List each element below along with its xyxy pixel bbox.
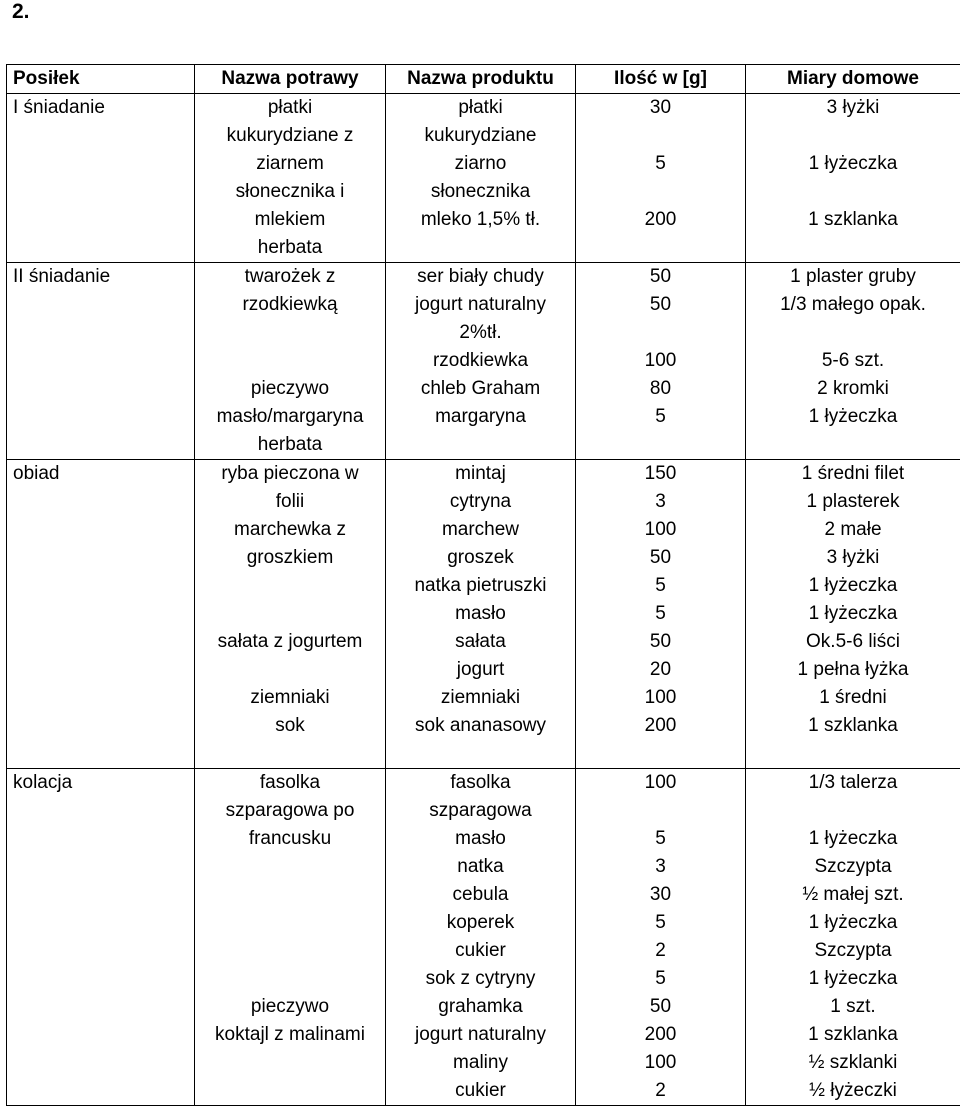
measure-line: 1 plaster gruby [752,263,954,291]
measure-line: 1 łyżeczka [752,600,954,628]
measure-line: 1 łyżeczka [752,909,954,937]
quantity-cell [576,263,746,460]
quantity-line [582,178,739,206]
dish-cell [195,769,386,1106]
measure-line: 5-6 szt. [752,347,954,375]
dish-line: herbata [201,431,379,459]
product-line: słonecznika [392,178,569,206]
quantity-line: 100 [582,516,739,544]
dish-line: sok [201,712,379,740]
quantity-line: 5 [582,965,739,993]
dish-line: słonecznika i [201,178,379,206]
measure-line: 1 szklanka [752,206,954,234]
product-line: cebula [392,881,569,909]
quantity-line: 5 [582,600,739,628]
dish-line: twarożek z [201,263,379,291]
measure-line: 1 łyżeczka [752,403,954,431]
dish-line [201,937,379,965]
quantity-line [582,319,739,347]
product-line: sałata [392,628,569,656]
product-line: grahamka [392,993,569,1021]
measure-line [752,319,954,347]
measure-line: 1 plasterek [752,488,954,516]
quantity-line: 2 [582,1077,739,1105]
product-line: masło [392,600,569,628]
meal-cell [7,263,195,460]
measure-line: 1 szklanka [752,1021,954,1049]
meal-label: kolacja [13,769,188,797]
dish-cell [195,460,386,769]
meal-cell [7,94,195,263]
measure-line [752,122,954,150]
dish-line: pieczywo [201,993,379,1021]
quantity-line: 5 [582,403,739,431]
measure-line: Szczypta [752,937,954,965]
product-line: ziemniaki [392,684,569,712]
quantity-cell [576,94,746,263]
dish-line: ryba pieczona w [201,460,379,488]
table-row [7,94,960,263]
quantity-line [582,122,739,150]
quantity-line: 2 [582,937,739,965]
quantity-line: 200 [582,712,739,740]
product-cell [386,94,576,263]
quantity-line: 100 [582,347,739,375]
product-line: cytryna [392,488,569,516]
dish-cell [195,263,386,460]
measure-line: 1 łyżeczka [752,572,954,600]
product-line: cukier [392,1077,569,1105]
dish-line [201,881,379,909]
product-line: płatki [392,94,569,122]
dish-line [201,572,379,600]
measure-line: 1 średni [752,684,954,712]
measure-line: Szczypta [752,853,954,881]
dish-line: marchewka z [201,516,379,544]
dish-line: groszkiem [201,544,379,572]
measure-line: 3 łyżki [752,544,954,572]
table-row [7,460,960,769]
measure-cell [746,769,960,1106]
quantity-line: 5 [582,909,739,937]
dish-line [201,965,379,993]
meal-plan-table [6,64,960,1106]
product-cell [386,769,576,1106]
dish-line: szparagowa po [201,797,379,825]
header-dish: Nazwa potrawy [195,65,386,94]
dish-line: francusku [201,825,379,853]
measure-line: 1 szklanka [752,712,954,740]
meal-label: obiad [13,460,188,488]
product-line: cukier [392,937,569,965]
measure-line: ½ szklanki [752,1049,954,1077]
dish-line [201,347,379,375]
quantity-line: 50 [582,993,739,1021]
dish-line: pieczywo [201,375,379,403]
quantity-line: 150 [582,460,739,488]
dish-line [201,909,379,937]
meal-label: I śniadanie [13,94,188,122]
quantity-line: 100 [582,1049,739,1077]
quantity-cell [576,460,746,769]
measure-cell [746,460,960,769]
header-measure: Miary domowe [746,65,960,94]
quantity-line: 30 [582,94,739,122]
dish-line: folii [201,488,379,516]
dish-line: herbata [201,234,379,262]
quantity-line: 100 [582,769,739,797]
product-line: chleb Graham [392,375,569,403]
product-cell [386,263,576,460]
product-line: fasolka [392,769,569,797]
product-line: margaryna [392,403,569,431]
dish-line: ziarnem [201,150,379,178]
measure-line: Ok.5-6 liści [752,628,954,656]
meal-cell [7,460,195,769]
quantity-line: 50 [582,291,739,319]
product-line: sok z cytryny [392,965,569,993]
product-line: masło [392,825,569,853]
dish-line: rzodkiewką [201,291,379,319]
measure-line: ½ łyżeczki [752,1077,954,1105]
quantity-line: 30 [582,881,739,909]
measure-line: 1 szt. [752,993,954,1021]
header-quantity: Ilość w [g] [576,65,746,94]
product-line: rzodkiewka [392,347,569,375]
product-line: natka [392,853,569,881]
quantity-line: 80 [582,375,739,403]
measure-line: 1 średni filet [752,460,954,488]
measure-line: 2 małe [752,516,954,544]
measure-line [752,178,954,206]
measure-line [752,797,954,825]
measure-line: 1 łyżeczka [752,150,954,178]
product-line: szparagowa [392,797,569,825]
dish-cell [195,94,386,263]
quantity-line: 5 [582,572,739,600]
quantity-line: 50 [582,628,739,656]
meal-cell [7,769,195,1106]
dish-line: mlekiem [201,206,379,234]
product-line: koperek [392,909,569,937]
product-line: groszek [392,544,569,572]
measure-line: 2 kromki [752,375,954,403]
product-line: jogurt naturalny [392,1021,569,1049]
product-line: kukurydziane [392,122,569,150]
quantity-line: 100 [582,684,739,712]
measure-cell [746,94,960,263]
header-product: Nazwa produktu [386,65,576,94]
measure-line: 1 łyżeczka [752,965,954,993]
quantity-line: 5 [582,825,739,853]
quantity-line: 3 [582,853,739,881]
quantity-line: 5 [582,150,739,178]
header-meal: Posiłek [7,65,195,94]
quantity-line: 50 [582,544,739,572]
product-line: 2%tł. [392,319,569,347]
quantity-line: 200 [582,1021,739,1049]
table-row [7,769,960,1106]
section-number: 2. [12,0,30,24]
product-line: sok ananasowy [392,712,569,740]
measure-line: 1 pełna łyżka [752,656,954,684]
measure-line: 1/3 talerza [752,769,954,797]
product-line: mleko 1,5% tł. [392,206,569,234]
product-line: jogurt naturalny [392,291,569,319]
product-line: ser biały chudy [392,263,569,291]
product-line: mintaj [392,460,569,488]
dish-line: koktajl z malinami [201,1021,379,1049]
measure-line: ½ małej szt. [752,881,954,909]
quantity-line: 200 [582,206,739,234]
dish-line: masło/margaryna [201,403,379,431]
quantity-cell [576,769,746,1106]
product-line: marchew [392,516,569,544]
quantity-line [582,797,739,825]
product-cell [386,460,576,769]
measure-line: 3 łyżki [752,94,954,122]
measure-cell [746,263,960,460]
dish-line: ziemniaki [201,684,379,712]
dish-line [201,600,379,628]
measure-line: 1/3 małego opak. [752,291,954,319]
quantity-line: 20 [582,656,739,684]
product-line: ziarno [392,150,569,178]
product-line: maliny [392,1049,569,1077]
dish-line: sałata z jogurtem [201,628,379,656]
dish-line: fasolka [201,769,379,797]
dish-line [201,853,379,881]
table-row [7,263,960,460]
dish-line [201,319,379,347]
product-line: jogurt [392,656,569,684]
meal-label: II śniadanie [13,263,188,291]
header-row [7,65,960,94]
dish-line: płatki [201,94,379,122]
product-line: natka pietruszki [392,572,569,600]
quantity-line: 3 [582,488,739,516]
dish-line [201,656,379,684]
measure-line: 1 łyżeczka [752,825,954,853]
quantity-line: 50 [582,263,739,291]
dish-line: kukurydziane z [201,122,379,150]
